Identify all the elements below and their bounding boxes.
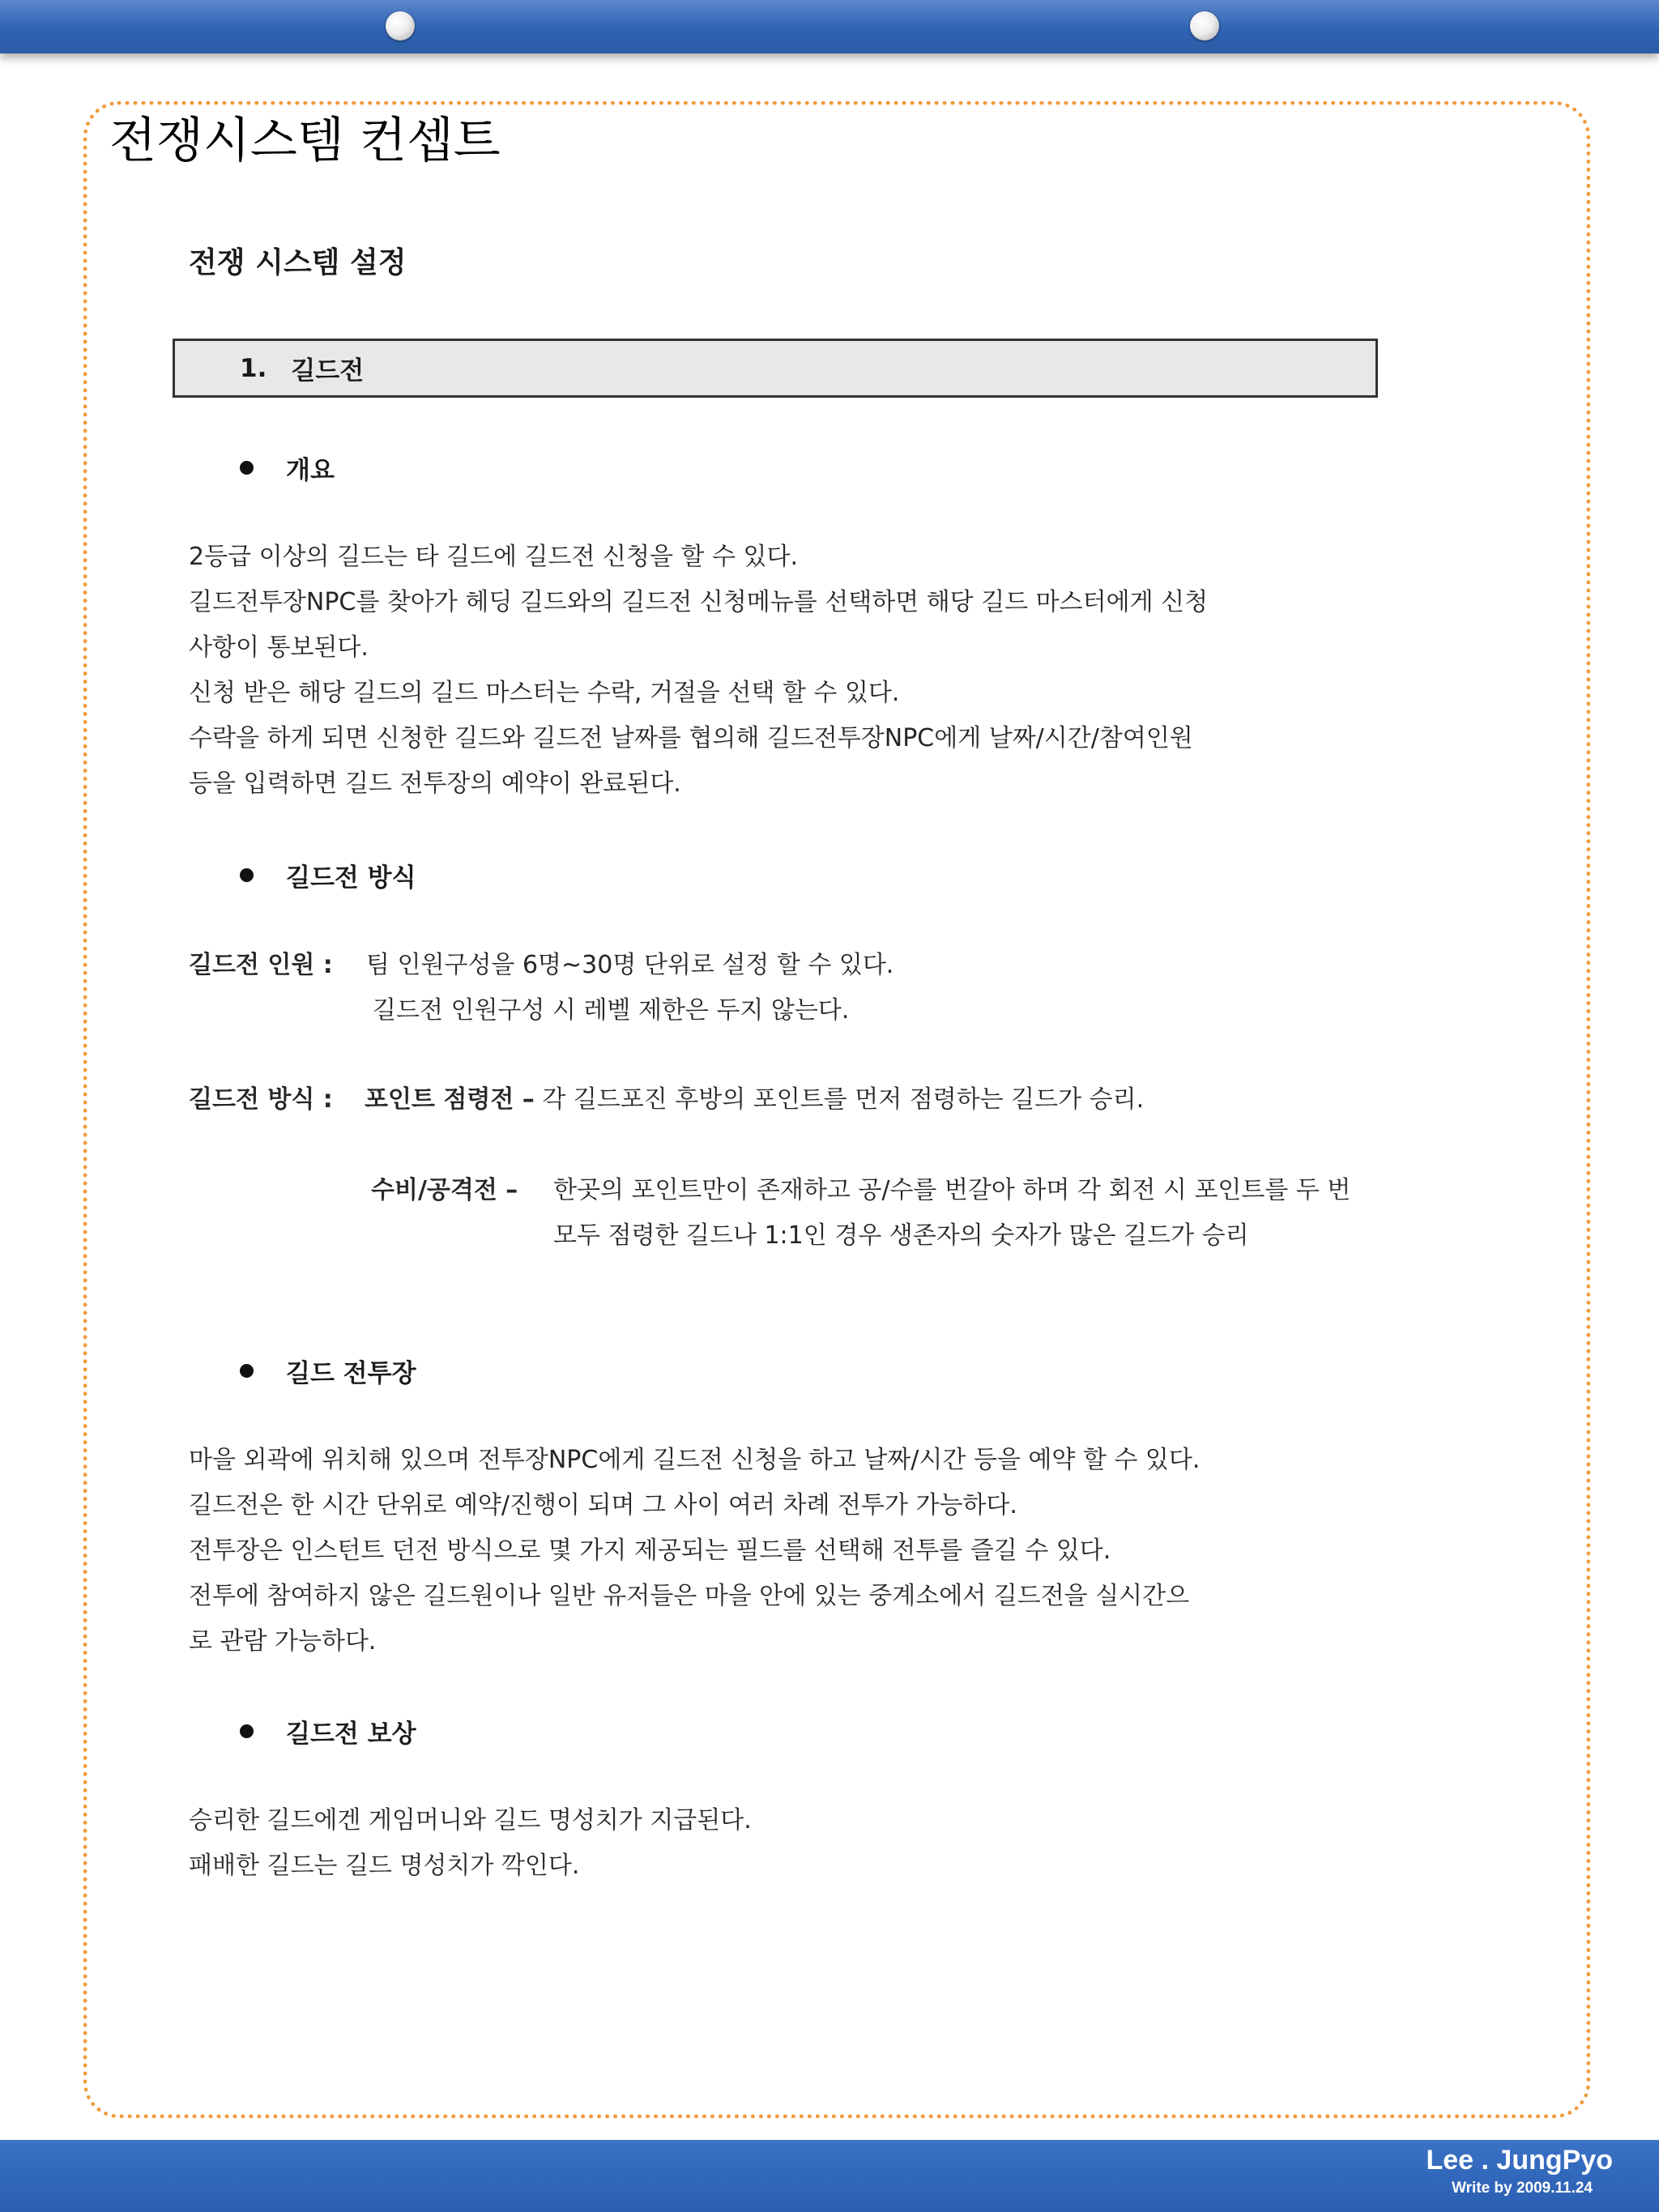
overview-line: 신청 받은 해당 길드의 길드 마스터는 수락, 거절을 선택 할 수 있다. bbox=[189, 679, 900, 707]
binder-ring-right-icon bbox=[1190, 11, 1219, 40]
bullet-icon bbox=[240, 461, 254, 475]
document-heading: 전쟁 시스템 설정 bbox=[189, 246, 407, 279]
method-heading: 길드전 방식 bbox=[286, 863, 416, 893]
bullet-icon bbox=[240, 868, 254, 882]
section-title: 길드전 bbox=[291, 356, 365, 386]
point-capture-row bbox=[365, 1077, 1144, 1123]
bullet-heading-reward bbox=[240, 1713, 416, 1750]
overview-line: 사항이 통보된다. bbox=[189, 633, 369, 662]
section-header-box bbox=[173, 339, 1378, 398]
overview-line: 2등급 이상의 길드는 타 길드에 길드전 신청을 할 수 있다. bbox=[189, 543, 799, 571]
point-capture-label: 포인트 점령전 – bbox=[365, 1085, 535, 1114]
siege-label: 수비/공격전 – bbox=[371, 1176, 518, 1204]
arena-line: 로 관람 가능하다. bbox=[189, 1627, 377, 1656]
footer-bar bbox=[0, 2140, 1659, 2212]
bullet-heading-overview bbox=[240, 450, 335, 486]
overview-paragraph bbox=[189, 535, 1371, 807]
footer-date: Write by 2009.11.24 bbox=[1452, 2180, 1593, 2197]
reward-paragraph bbox=[189, 1798, 1371, 1889]
overview-line: 수락을 하게 되면 신청한 길드와 길드전 날짜를 협의해 길드전투장NPC에게 날짜/시간/참여인원 bbox=[189, 724, 1193, 752]
reward-line: 승리한 길드에겐 게임머니와 길드 명성치가 지급된다. bbox=[189, 1806, 752, 1835]
members-label-block bbox=[189, 943, 333, 988]
footer-author: Lee . JungPyo bbox=[1426, 2145, 1613, 2176]
members-label: 길드전 인원 : bbox=[189, 951, 333, 979]
members-line: 길드전 인원구성 시 레벨 제한은 두지 않는다. bbox=[373, 996, 850, 1025]
reward-line: 패배한 길드는 길드 명성치가 깍인다. bbox=[189, 1852, 580, 1880]
siege-desc: 한곳의 포인트만이 존재하고 공/수를 번갈아 하며 각 회전 시 포인트를 두 번 모두 점령한 길드나 1:1인 경우 생존자의 숫자가 많은 길드가 승리 bbox=[553, 1176, 1351, 1250]
point-capture-desc: 각 길드포진 후방의 포인트를 먼저 점령하는 길드가 승리. bbox=[542, 1085, 1145, 1114]
section-number: 1. bbox=[240, 353, 267, 383]
arena-line: 전투장은 인스턴트 던전 방식으로 몇 가지 제공되는 필드를 선택해 전투를 즐길 수 있다. bbox=[189, 1536, 1111, 1565]
bullet-icon bbox=[240, 1364, 254, 1378]
type-label-block bbox=[189, 1077, 333, 1123]
bullet-heading-arena bbox=[240, 1353, 416, 1389]
arena-paragraph bbox=[189, 1438, 1371, 1664]
arena-line: 전투에 참여하지 않은 길드원이나 일반 유저들은 마을 안에 있는 중계소에서 길드전을 실시간으 bbox=[189, 1582, 1190, 1610]
arena-line: 마을 외곽에 위치해 있으며 전투장NPC에게 길드전 신청을 하고 날짜/시간 등을 예약 할 수 있다. bbox=[189, 1446, 1201, 1474]
siege-desc-block bbox=[553, 1168, 1363, 1259]
overview-heading: 개요 bbox=[286, 456, 335, 485]
page-title: 전쟁시스템 컨셉트 bbox=[109, 113, 501, 169]
siege-label-block bbox=[371, 1168, 518, 1213]
members-line: 팀 인원구성을 6명~30명 단위로 설정 할 수 있다. bbox=[366, 951, 894, 979]
binder-ring-left-icon bbox=[386, 11, 415, 40]
overview-line: 길드전투장NPC를 찾아가 헤딩 길드와의 길드전 신청메뉴를 선택하면 해당 길드 마스터에게 신청 bbox=[189, 588, 1209, 616]
bullet-icon bbox=[240, 1724, 254, 1738]
overview-line: 등을 입력하면 길드 전투장의 예약이 완료된다. bbox=[189, 769, 681, 798]
reward-heading: 길드전 보상 bbox=[286, 1720, 416, 1749]
top-header-bar bbox=[0, 0, 1659, 53]
bullet-heading-method bbox=[240, 857, 416, 893]
arena-heading: 길드 전투장 bbox=[286, 1359, 416, 1388]
members-desc-block bbox=[366, 943, 893, 1034]
arena-line: 길드전은 한 시간 단위로 예약/진행이 되며 그 사이 여러 차례 전투가 가능하다. bbox=[189, 1491, 1017, 1519]
type-label: 길드전 방식 : bbox=[189, 1085, 333, 1114]
